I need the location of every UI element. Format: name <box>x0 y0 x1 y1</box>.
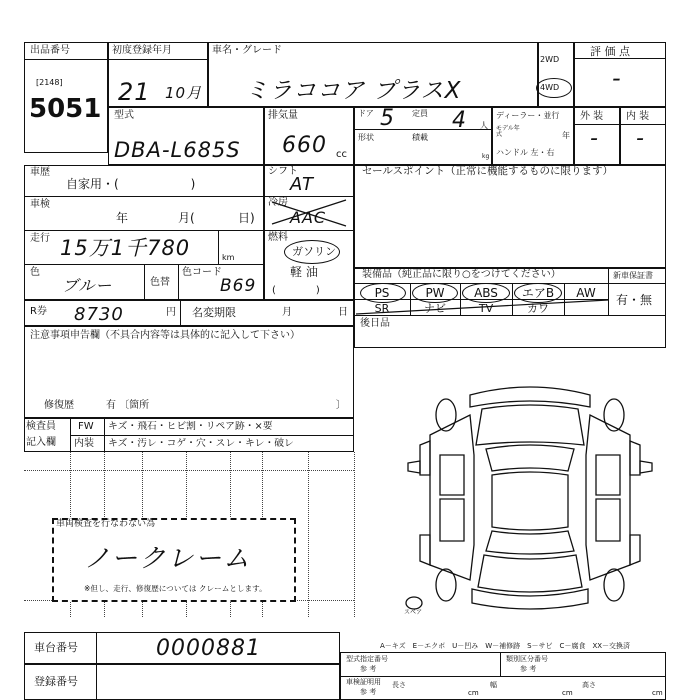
equipment-navi: ナビ <box>424 302 446 315</box>
car-name-label: 車名・グレード <box>212 45 282 56</box>
after-parts-label: 後日品 <box>360 318 390 329</box>
shape-label: 形状 <box>358 133 374 142</box>
shaken-month: 月( <box>178 211 195 225</box>
equipment-row-line-1 <box>354 283 666 284</box>
displacement-label: 排気量 <box>268 110 298 121</box>
chassis-value: 0000881 <box>156 636 261 661</box>
displacement-value: 660 <box>282 133 327 158</box>
damage-legend: A－キズ E－エクボ U－凹み W－補修跡 S－サビ C－腐食 XX－交換済 <box>380 642 631 650</box>
spec-width-unit: cm <box>562 689 573 697</box>
equipment-airbag: エアB <box>521 286 555 300</box>
capacity-value: 4 <box>452 108 467 133</box>
fuel-label: 燃料 <box>268 232 288 243</box>
color-divider-2 <box>178 264 179 300</box>
warranty-label: 新車保証書 <box>613 271 653 280</box>
shaken-line <box>24 230 264 231</box>
aircon-line <box>264 230 354 231</box>
fuel-diesel: 軽 油 <box>290 265 318 279</box>
shift-value: AT <box>290 174 314 195</box>
lot-code: [2148] <box>36 78 63 87</box>
equipment-ps: PS <box>374 286 390 300</box>
model-label: 型式 <box>114 110 134 121</box>
aircon-value: AAC <box>290 208 327 227</box>
inspector-label-1: 検査員 <box>26 421 56 432</box>
fuel-gasoline: ガソリン <box>292 245 336 258</box>
shaken-year: 年 <box>116 211 129 225</box>
exterior-label: 外 装 <box>580 111 604 122</box>
mileage-unit-divider <box>218 230 219 264</box>
registration-divider <box>96 664 97 700</box>
inspector-mid-line <box>70 435 354 436</box>
notes-label: 注意事項申告欄（不具合内容等は具体的に記入して下さい） <box>30 330 300 341</box>
spec-cert-ref: 参 考 <box>360 688 377 696</box>
spec-length: 長さ <box>392 681 406 689</box>
history-line <box>24 196 264 197</box>
inspector-naiso: 内装 <box>74 438 94 449</box>
first-reg-line <box>108 59 208 60</box>
color-label: 色 <box>30 267 40 278</box>
aircon-strike <box>270 198 350 228</box>
drive-2wd: 2WD <box>540 55 560 64</box>
mileage-value: 15万1千780 <box>60 236 191 260</box>
recycle-divider <box>180 300 181 326</box>
name-change-label: 名変期限 <box>192 306 236 319</box>
recycle-unit: 円 <box>166 307 176 318</box>
equipment-label: 装備品（純正品に限り○をつけてください） <box>362 269 561 280</box>
inspector-label-2: 記入欄 <box>26 437 56 448</box>
displacement-unit: cc <box>336 149 347 160</box>
sales-point-label: セールスポイント（正常に機能するものに限ります） <box>362 165 614 177</box>
mileage-label: 走行 <box>30 233 50 244</box>
stamp-header: 車両検査を行なわない為 <box>56 519 156 529</box>
eval-value: - <box>612 64 622 92</box>
lot-label: 出品番号 <box>30 45 70 56</box>
chassis-divider <box>96 632 97 664</box>
grid-dot-7 <box>308 452 309 617</box>
eval-line <box>574 58 666 59</box>
eval-label: 評 価 点 <box>590 45 630 58</box>
spec-divider <box>500 652 501 676</box>
exterior-value: - <box>590 126 599 151</box>
equipment-abs: ABS <box>474 286 498 300</box>
lot-number: 5051 <box>29 94 102 124</box>
aircon-label: 冷房 <box>268 197 288 208</box>
spec-class-ref: 参 考 <box>520 665 537 673</box>
spare-label: スペア <box>404 609 423 616</box>
fuel-gasoline-circle <box>284 240 340 264</box>
warranty-value: 有・無 <box>616 293 653 307</box>
recycle-label: R券 <box>30 306 47 317</box>
load-unit: kg <box>482 153 490 160</box>
repair-value: 有 〔箇所 <box>106 400 150 411</box>
name-change-month: 月 <box>282 307 292 318</box>
spec-cert-label: 車検証明用 <box>346 678 381 686</box>
capacity-unit: 人 <box>480 121 488 130</box>
registration-label: 登録番号 <box>34 675 78 688</box>
spec-line <box>340 676 666 677</box>
exterior-line <box>574 124 666 125</box>
grid-dot-h1 <box>24 470 354 471</box>
recycle-value: 8730 <box>74 304 124 325</box>
color-divider-1 <box>144 264 145 300</box>
history-label: 車歴 <box>30 167 50 178</box>
sales-point-box <box>354 165 666 268</box>
spec-type-ref: 参 考 <box>360 665 377 673</box>
model-year-unit: 年 <box>562 131 570 140</box>
car-damage-diagram <box>400 375 660 625</box>
name-change-day: 日 <box>338 307 348 318</box>
drive-4wd: 4WD <box>540 83 560 92</box>
grid-dot-8 <box>354 452 355 617</box>
model-year-label: モデル年式 <box>496 125 520 138</box>
inspector-fw: FW <box>78 421 94 432</box>
chassis-label: 車台番号 <box>34 641 78 654</box>
spec-length-unit: cm <box>468 689 479 697</box>
repair-bracket: 〕 <box>336 400 346 411</box>
interior-label: 内 装 <box>626 111 650 122</box>
color-code-label: 色コード <box>182 267 222 278</box>
equipment-row2-strike <box>352 292 612 322</box>
drive-4wd-circle <box>536 78 572 98</box>
interior-value: - <box>636 126 645 151</box>
inspector-naiso-items: キズ・汚レ・コゲ・穴・スレ・キレ・破レ <box>108 438 294 449</box>
load-label: 積載 <box>412 133 428 142</box>
dealer-label: ディーラー・並行 <box>496 111 560 120</box>
capacity-label: 定員 <box>412 109 428 118</box>
shaken-day: 日) <box>238 211 255 225</box>
door-label: ドア <box>358 109 374 118</box>
history-value: 自家用・( ) <box>66 177 196 191</box>
equipment-pw: PW <box>425 286 445 300</box>
spec-type-label: 型式指定番号 <box>346 655 388 663</box>
color-value: ブルー <box>62 276 113 295</box>
color-change-label: 色替 <box>150 277 170 288</box>
stamp-footer: ※但し、走行、修復歴については クレームとします。 <box>84 584 267 593</box>
shift-label: シフト <box>268 166 298 177</box>
spec-height: 高さ <box>582 681 596 689</box>
mileage-unit: km <box>222 253 235 262</box>
lot-header-line <box>24 59 108 60</box>
equipment-leather: カワ <box>527 302 549 315</box>
equipment-sr: SR <box>374 302 390 315</box>
car-name-value: ミラココア プラスX <box>245 78 462 104</box>
color-code-value: B69 <box>220 276 257 296</box>
model-value: DBA-L685S <box>114 138 241 162</box>
equipment-tv: TV <box>478 302 494 315</box>
fuel-paren: ( ) <box>272 285 320 296</box>
first-reg-year: 21 <box>118 78 151 106</box>
door-value: 5 <box>380 106 395 131</box>
spec-height-unit: cm <box>652 689 663 697</box>
spec-class-label: 類別区分番号 <box>506 655 548 663</box>
shaken-label: 車検 <box>30 199 50 210</box>
handle-label: ハンドル 左・右 <box>496 148 555 157</box>
stamp-main: ノークレーム <box>84 544 252 574</box>
inspector-fw-items: キズ・飛石・ヒビ割・リペア跡・×要 <box>108 421 273 432</box>
repair-label: 修復歴 <box>44 400 74 411</box>
door-mid-line <box>354 129 492 130</box>
first-reg-month: 10月 <box>165 84 203 102</box>
equipment-aw: AW <box>576 286 596 300</box>
spec-width: 幅 <box>490 681 497 689</box>
first-reg-label: 初度登録年月 <box>112 45 172 56</box>
